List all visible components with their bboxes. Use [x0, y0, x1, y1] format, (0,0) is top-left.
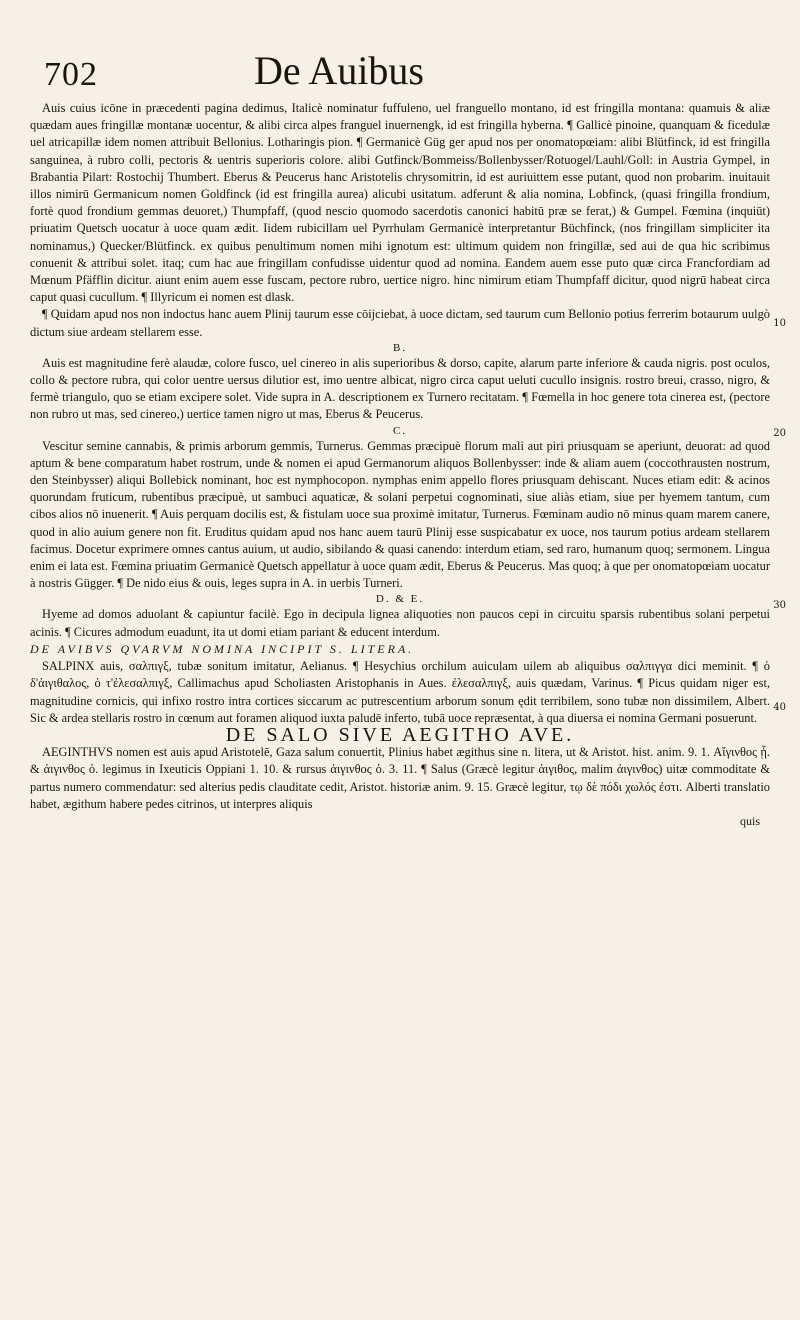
page-number: 702 [44, 56, 98, 93]
page-header [30, 44, 770, 94]
aegithus-lead: AEGINTHVS [42, 745, 113, 760]
section-letter-c: C. [392, 424, 408, 437]
paragraph-description: Auis est magnitudine ferè alaudæ, colore fusco, uel cinereo in alis superioribus & dorso, capite, alarum parte inferiore & cauda nigris. post oculos, collo & pectore rubra, qui color uentre uersus dilutior est, imo uentre albicat, nigro circa caput ueluti cucullo insignis. rostro breui, crasso, nigro, & fermè triangulo, quo se etiam excipere solet. Vide supra in A. descriptionem ex Turnero recitatam. ¶ Fœmella in hoc genere tota cinerea est, (pectore non rubro ut mas, sed cinereo,) uertice tamen nigro ut mas, Eberus & Peucerus. [30, 355, 770, 422]
salpinx-lead: SALPINX [42, 659, 95, 674]
section-letter-b: B. [392, 341, 408, 354]
paragraph-aegithus [30, 744, 770, 813]
paragraph-names: Auis cuius icōne in præcedenti pagina dedimus, Italicè nominatur fuffuleno, uel franguello montano, id est fringilla montana: quamuis & aliæ quædam aues fringillæ montanæ uocentur, & alibi circa alpes franguel inuernengk, id est fringilla hyberna. ¶ Gallicè pinoine, quanquam & ficedulæ uel atricapillæ idem nomen attribuit Bellonius. Lotharingis pion. ¶ Germanicè Güg ger apud nos per onomatopœiam: alibi Blütfinck, id est fringilla sanguinea, à rubro colli, pectoris & uentris superioris colore. alibi Gutfinck/Bommeiss/Bollenbysser/Rotuogel/Lauhl/Goll: in Austria Gympel, in Brabantia Pilart: Rostochij Thumbert. Eberus & Peucerus hanc Aristotelis chrysomitrin, id est auriuittem esse putant, quod non probarim. inuitauit illos nimirū Germanicum nomen Goldfinck (id est fringilla aurea) alicubi usitatum. adferunt & alia nomina, Lobfinck, (quasi fringilla frondium, fortè quod frondium gemmas deuoret,) Thumpfaff, (quod nescio quomodo sacerdotis canonici habitū præ se ferat,) & Gumpel. Fœmina (inquiūt) priuatim Quetsch uocatur à uoce quam ædit. Iidem rubicillam uel Pyrrhulam Germanicè interpretantur Büchfinck, (nos fringillam simpliciter ita nominamus,) Quecker/Blütfinck. ex quibus penultimum nomen mihi ignotum est: ultimum quidem non fringillæ, sed aui de qua hic scribimus conuenit & attribui solet. itaq; cum hac aue fringillam confudisse uidentur quod ad nomina. Eandem auem esse puto quæ circa Francfordiam ad Mœnum Pfäfflin dicitur. aiunt enim auem esse fuscam, pectore rubro, uertice nigro. hinc nimirum etiam Thumpfaff dicitur, quod nigrū habeat circa caput quasi cucullum. ¶ Illyricum ei nomen est dlask. [30, 101, 770, 305]
section-heading: DE AVIBVS QVARVM NOMINA INCIPIT S. LITERA. [30, 641, 415, 656]
margin-line-number: 40 [773, 702, 786, 713]
margin-line-number: 10 [773, 318, 786, 329]
margin-line-number: 30 [773, 600, 786, 611]
running-title: De Auibus [254, 48, 424, 93]
chapter-heading: DE SALO SIVE AEGITHO AVE. [225, 723, 575, 746]
paragraph-capture: Hyeme ad domos aduolant & capiuntur facilè. Ego in decipula lignea aliquoties non paucos cepi in circuitu sparsis rubentibus solani perpetui acinis. ¶ Cicures admodum euadunt, ita ut domi etiam pariant & educent interdum. [30, 607, 770, 639]
body-text [30, 100, 770, 830]
paragraph-taurus: ¶ Quidam apud nos non indoctus hanc auem Plinij taurum esse cōijciebat, à uoce dictam, sed taurum cum Bellonio potius ferrerim botaurum uulgò dictum siue ardeam stellarem esse. [30, 307, 770, 339]
salpinx-text: auis, σαλπιγξ, tubæ sonitum imitatur, Aelianus. ¶ Hesychius orchilum auiculam uilem ab aliquibus σαλπιγγα dici meminit. ¶ ὁ δ'ἀιγιθαλος, ὁ τ'ἐλεσαλπιγξ, Callimachus apud Scholiasten Aristophanis in Aues. ἐλεσαλπιγξ, auis quædam, Varinus. ¶ Picus quidam niger est, magnitudine cornicis, qui infixo rostro intra cortices siccarum ac putrescentium arborum sonum ędit terribilem, sono tubæ non dissimilem, Albert. Sic & ardea stellaris rostro in cœnum aut foramen aliquod iuxta paludē inferto, tubā uoce repræsentat, à qua diuersa ei nomina Germani posuerunt. [30, 659, 770, 725]
section-letter-de: D. & E. [375, 593, 425, 606]
paragraph-diet: Vescitur semine cannabis, & primis arborum gemmis, Turnerus. Gemmas præcipuè florum mali aut piri priusquam se aperiunt, deuorat: ad quod aptum & bene comparatum habet rostrum, unde & nomen ei apud Germanorum aliquos Bollenbysser: inde & aliam auem (coccothrausten nostrum, den Steinbysser) aliqui Bollebick nominant, hoc est nymphocopon. nymphas enim appello flores priusquam dehiscant. Nuces etiam edit: & acinos quorundam fruticum, rubentibus præcipuè, ut sambuci aquaticæ, & solani perpetui cognominati, siue aliàs etiam, siue per hyemem tantum, cum cibos alios nō inuenerit. ¶ Auis perquam docilis est, & fistulam uoce sua proximè imitatur, Turnerus. Fœminam audio nō minus quam marem canere, quod in alio auium genere non fit. Eruditus quidam apud nos hanc auem taurū Plinij esse suspicabatur ex uoce, nos taurum potius ardeam stellarem facimus. Docetur exprimere omnes cantus auium, ut audio, sibilando & quasi canendo: interdum etiam, sed raro, humanum quoq; sermonem. Lingua enim ei lata est. Fœmina priuatim Germanicè Quetsch appellatur à uoce quam ædit, Eberus & Peucerus. Mas quoq; à que per onomatopœiam uocatur à nostris Gügger. ¶ De nido eius & ouis, leges supra in A. in uerbis Turneri. [30, 438, 770, 591]
catchword: quis [739, 813, 760, 828]
margin-line-number: 20 [773, 428, 786, 439]
aegithus-text: nomen est auis apud Aristotelē, Gaza salum conuertit, Plinius habet ægithus sine n. litera, ut & Aristot. hist. anim. 9. 1. Αἴγινθος ᾗ. & ἀιγινθος ὁ. legimus in Ixeuticis Oppiani 1. 10. & rursus ἀιγινθος ὁ. 3. 11. ¶ Salus (Græcè legitur ἀιγιθος, malim ἀιγινθος) uitæ commoditate & partus numero commendatur: sed alterius pedis clauditate cedit, Aristot. historiæ anim. 9. 15. Græcè legitur, τῳ δὲ πόδι χωλός ἐστι. Alberti translatio habet, ægithum habere pedes citrinos, ut interpres aliquis [30, 745, 770, 811]
paragraph-salpinx [30, 658, 770, 727]
